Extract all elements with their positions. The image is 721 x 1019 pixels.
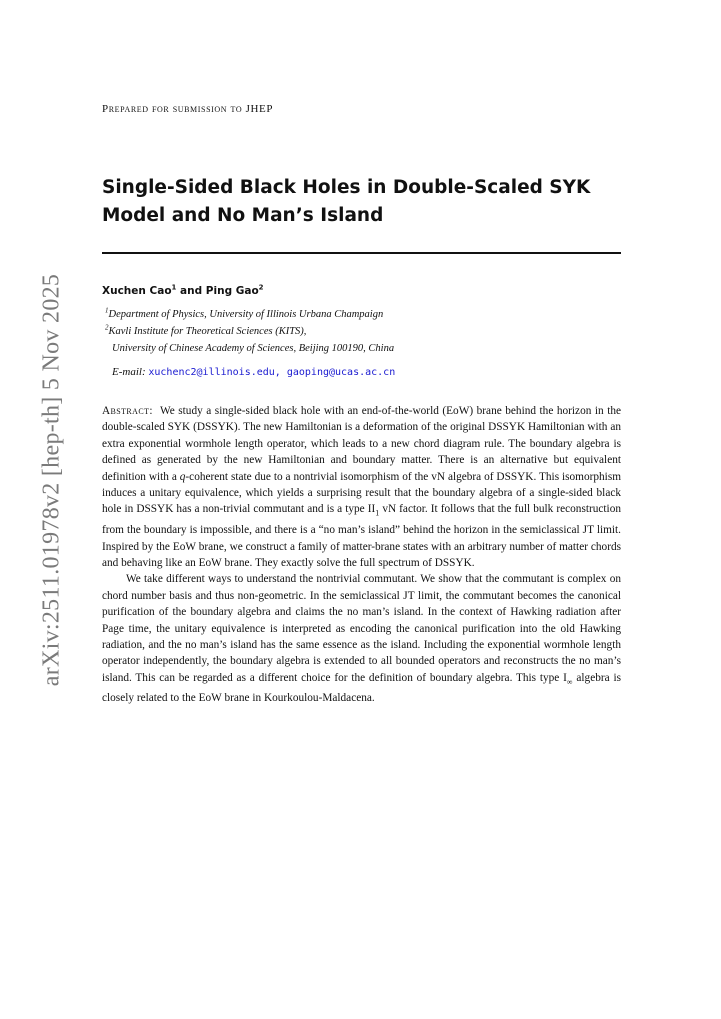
- email-link-1[interactable]: xuchenc2@illinois.edu: [148, 367, 275, 378]
- abstract-text: vN factor. It follows that the full bulk reconstruction from the boundary is impossible, and there is a “no man’s island” behind the horizon in the semiclassical JT limit. Inspired by the EoW brane, we construct a family of matter-brane states with an arbitrary number of matter chords and behaving like an EoW brane. They exactly solve the full spectrum of DSSYK.: [102, 503, 621, 569]
- abstract-paragraph-2: [102, 571, 621, 707]
- affiliation-text: Kavli Institute for Theoretical Sciences (KITS),: [108, 326, 307, 337]
- abstract-text: algebra is closely related to the EoW brane in Kourkoulou-Maldacena.: [102, 671, 621, 705]
- email-separator: ,: [274, 367, 287, 378]
- title-line-1: Single-Sided Black Holes in Double-Scaled SYK: [102, 177, 591, 198]
- math-symbol: q: [179, 470, 186, 483]
- abstract: [102, 403, 621, 707]
- abstract-paragraph-1: [102, 403, 621, 571]
- affiliation-text: Department of Physics, University of Illinois Urbana Champaign: [108, 309, 384, 320]
- abstract-label: Abstract:: [102, 405, 153, 417]
- affiliation-mark: 2: [258, 283, 264, 292]
- affiliation-1: [105, 306, 394, 323]
- author-list: [102, 285, 264, 297]
- email-line: [112, 366, 395, 378]
- submission-note: Prepared for submission to JHEP: [102, 103, 274, 115]
- abstract-text: We take different ways to understand the nontrivial commutant. We show that the commutant is complex on chord number basis and thus non-geometric. In the semiclassical JT limit, the commutant becomes the canonical purification of the boundary algebra and claims the no man’s island. In the context of Hawking radiation after Page time, the unitary equivalence is interpreted as encoding the canonical purification into the old Hawking radiation, and the no man’s island has the same essence as the island. Including the exponential wormhole length operator independently, the boundary algebra is extended to all bounded operators and reconstructs the no man’s island. This can be regarded as a different choice for the definition of boundary algebra. This type I: [102, 573, 621, 684]
- email-link-2[interactable]: gaoping@ucas.ac.cn: [286, 367, 396, 378]
- author-conjunction: and: [176, 285, 206, 297]
- affiliation-mark: 2: [105, 323, 109, 332]
- paper-title: [102, 174, 622, 230]
- title-rule: [102, 252, 621, 254]
- abstract-text: -coherent state due to a nontrivial isomorphism of the vN algebra of DSSYK. This isomorphism induces a unitary equivalence, which yields a surprising result that the boundary algebra of a single-sided black hole in DSSYK has a non-trivial commutant and is a type II: [102, 470, 621, 516]
- title-line-2: Model and No Man’s Island: [102, 205, 384, 226]
- math-subscript: 1: [375, 508, 380, 518]
- arxiv-identifier: arXiv:2511.01978v2 [hep-th] 5 Nov 2025: [38, 273, 65, 687]
- affiliation-mark: 1: [171, 283, 177, 292]
- affiliations: [105, 306, 394, 357]
- author-name: Ping Gao: [205, 285, 259, 297]
- author-name: Xuchen Cao: [102, 285, 172, 297]
- math-subscript: ∞: [566, 677, 573, 686]
- affiliation-2-continued: University of Chinese Academy of Sciences, Beijing 100190, China: [112, 343, 395, 354]
- affiliation-2: [105, 323, 394, 340]
- abstract-text: We study a single-sided black hole with an end-of-the-world (EoW) brane behind the horizon in the double-scaled SYK (DSSYK). The new Hamiltonian is a deformation of the original DSSYK Hamiltonian with an extra exponential wormhole length operator, which leads to a new chord diagram rule. The boundary algebra is defined as generated by the new Hamiltonian and boundary matter. There is an alternative but equivalent definition with a: [102, 405, 622, 483]
- email-label: E-mail:: [112, 366, 146, 378]
- affiliation-mark: 1: [105, 306, 109, 315]
